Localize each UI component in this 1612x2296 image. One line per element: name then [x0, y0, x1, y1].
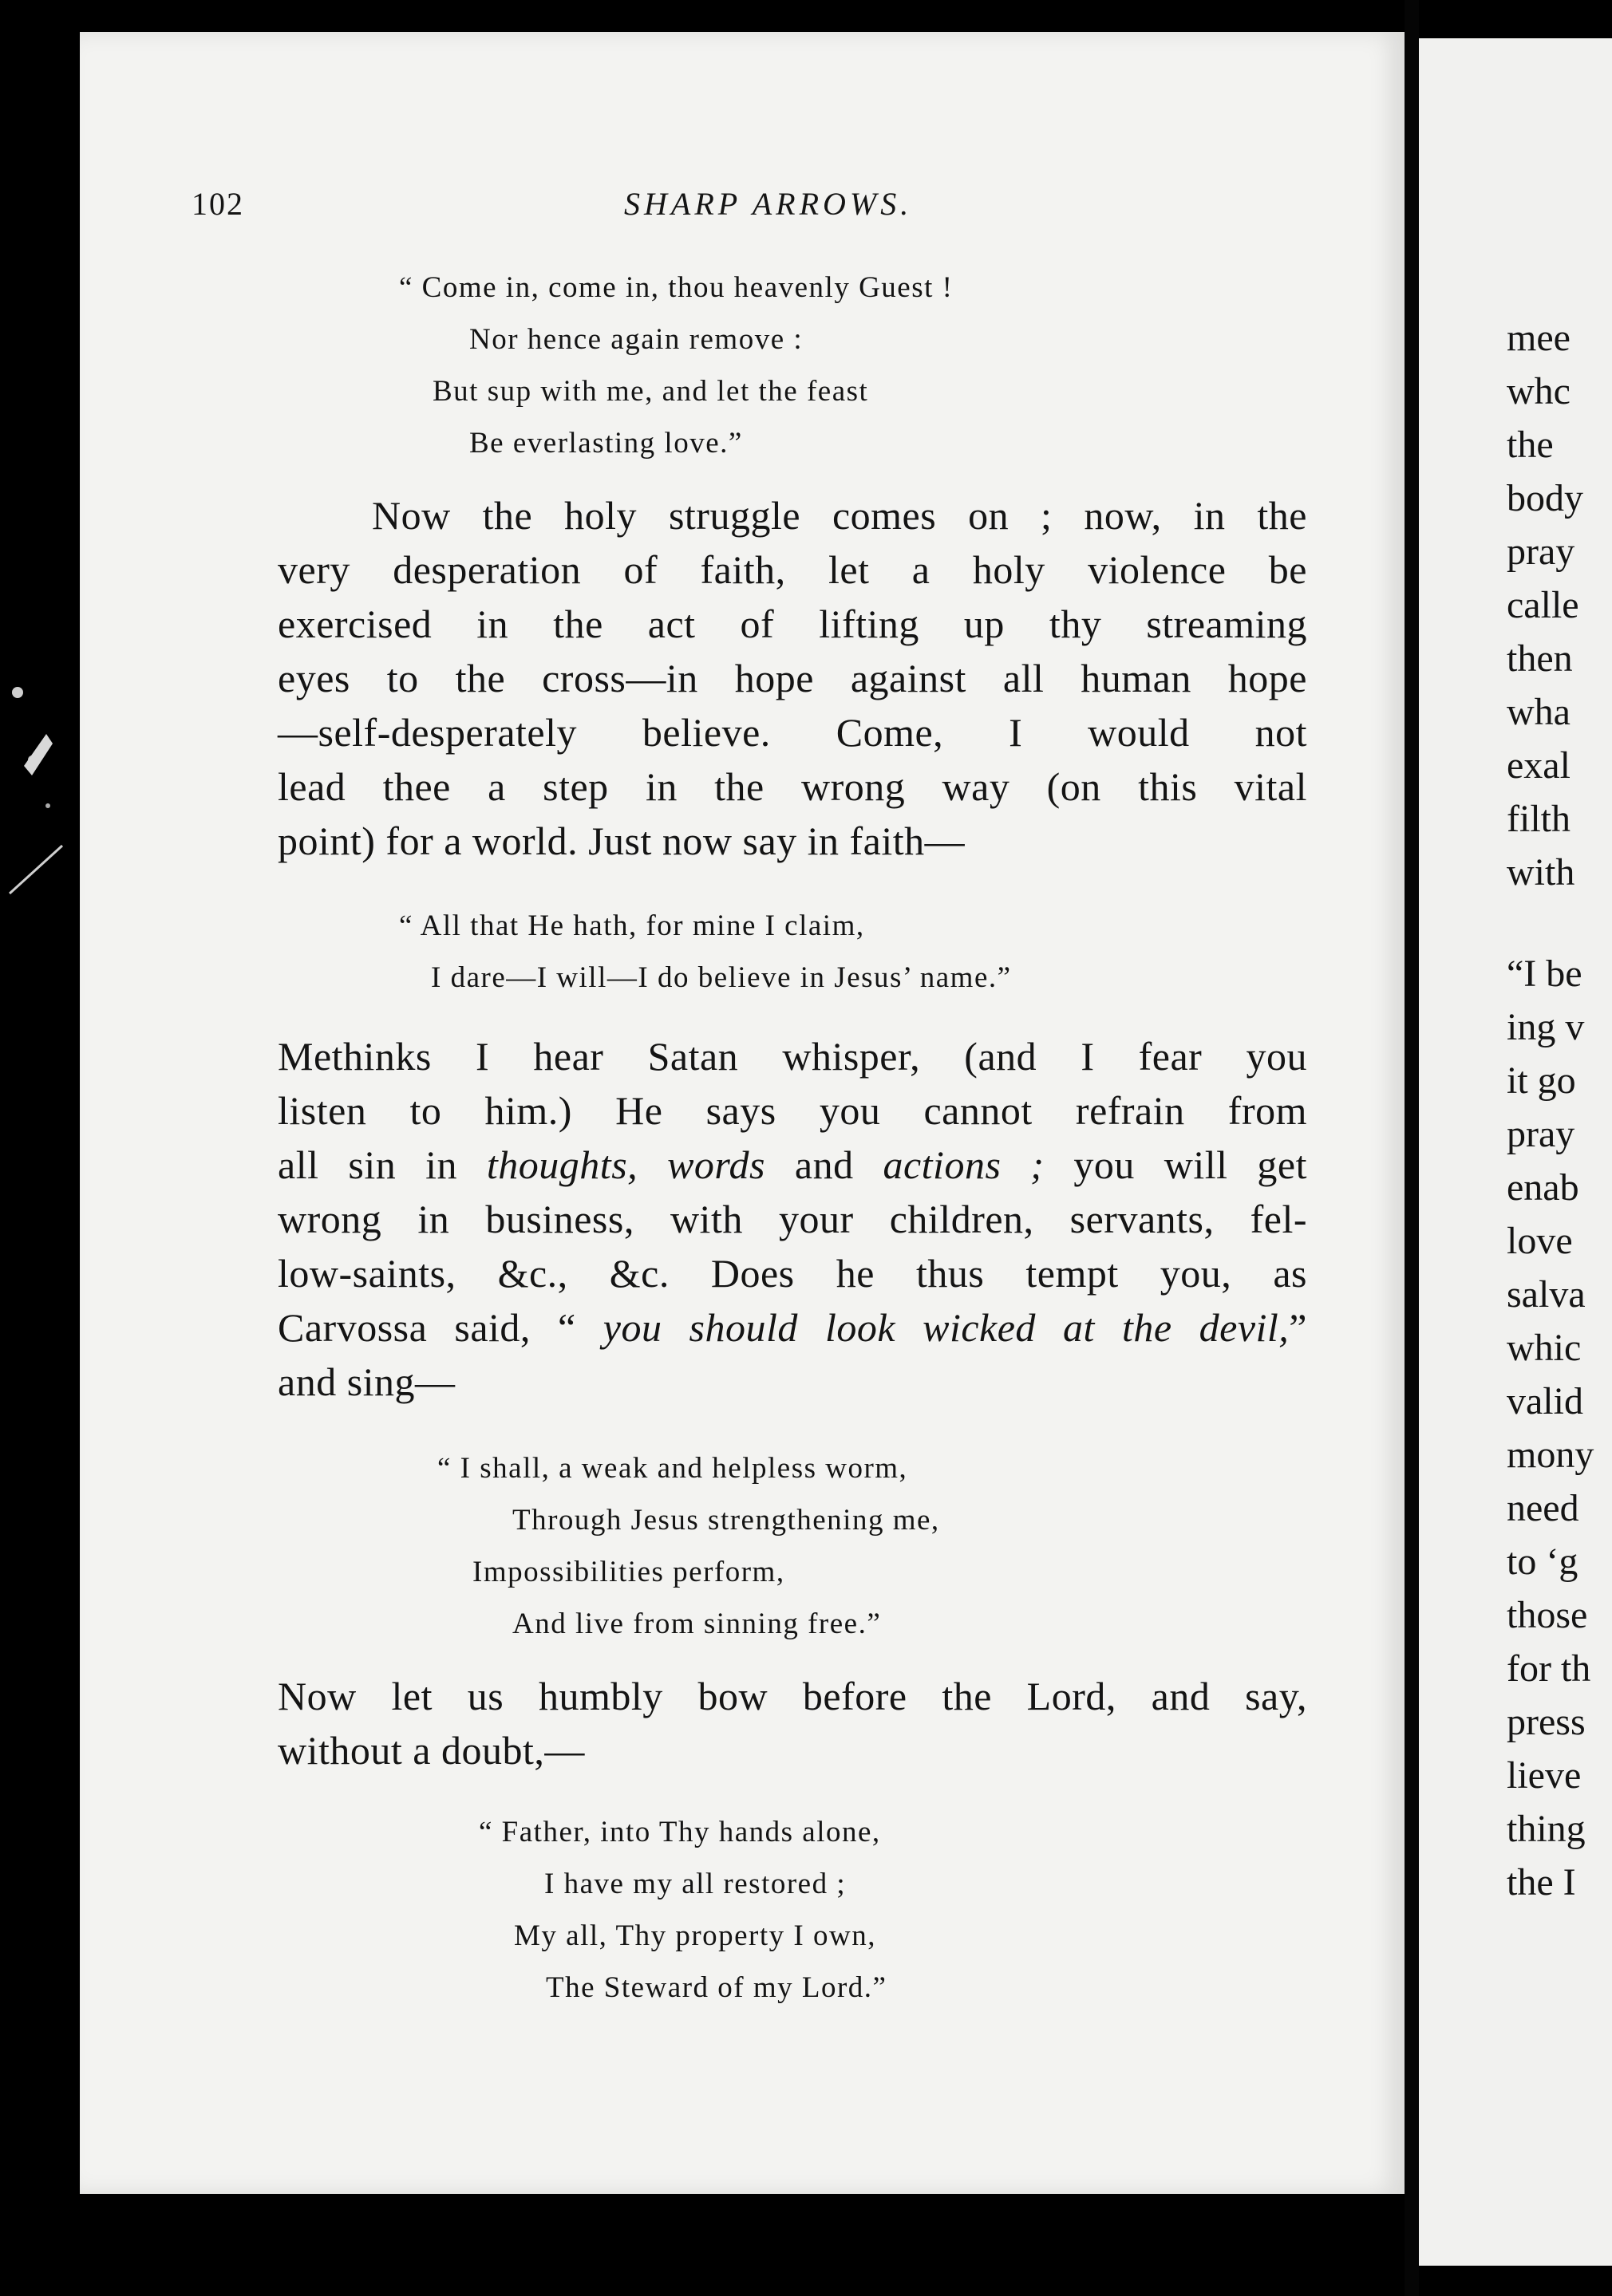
text-line: Methinks I hear Satan whisper, (and I fear you	[278, 1034, 1307, 1079]
text-fragment: to ‘g	[1507, 1541, 1578, 1583]
verse-line: Be everlasting love.”	[469, 427, 743, 460]
text-fragment: pray	[1507, 531, 1575, 573]
italic-run: actions ;	[883, 1142, 1045, 1187]
italic-run: thoughts,	[486, 1142, 638, 1187]
text-line	[278, 1300, 1307, 1355]
verse-line: My all, Thy property I own,	[514, 1919, 876, 1952]
running-title: SHARP ARROWS.	[624, 186, 913, 222]
text-fragment: pray	[1507, 1113, 1575, 1155]
text-fragment: whc	[1507, 370, 1571, 412]
text-fragment: exal	[1507, 744, 1571, 787]
text-line: listen to him.) He says you cannot refrain from	[278, 1088, 1307, 1133]
page-number: 102	[192, 186, 244, 222]
verse-line: I have my all restored ;	[544, 1868, 847, 1900]
text-run: and	[765, 1142, 883, 1187]
text-fragment: those	[1507, 1594, 1588, 1636]
text-run: Carvossa said, “	[278, 1305, 603, 1350]
verse-1	[399, 262, 953, 469]
text-line: without a doubt,—	[278, 1728, 585, 1773]
text-line: very desperation of faith, let a holy violence be	[278, 547, 1307, 592]
text-line: eyes to the cross—in hope against all human hope	[278, 656, 1307, 700]
text-run: ”	[1289, 1305, 1307, 1350]
italic-run: you should look wicked at the devil,	[603, 1305, 1290, 1350]
verse-line: Nor hence again remove :	[469, 323, 804, 356]
italic-run: words	[667, 1142, 765, 1187]
paragraph-1	[278, 488, 1307, 868]
text-line	[278, 1138, 1307, 1192]
text-fragment: salva	[1507, 1273, 1586, 1316]
verse-line: And live from sinning free.”	[512, 1608, 882, 1640]
verse-2	[399, 900, 1012, 1004]
paragraph-3	[278, 1669, 1307, 1777]
text-fragment: mony	[1507, 1434, 1594, 1476]
text-fragment: it go	[1507, 1059, 1576, 1102]
text-fragment: with	[1507, 851, 1575, 894]
text-line: wrong in business, with your children, servants, fel-	[278, 1197, 1307, 1241]
verse-4	[479, 1806, 887, 2014]
verse-line: I dare—I will—I do believe in Jesus’ name.”	[431, 961, 1012, 994]
text-fragment: for th	[1507, 1647, 1591, 1690]
text-fragment: filth	[1507, 798, 1571, 840]
paragraph-gap	[1507, 899, 1594, 947]
text-fragment: then	[1507, 637, 1573, 680]
text-fragment: press	[1507, 1701, 1586, 1743]
text-fragment: valid	[1507, 1380, 1583, 1422]
text-fragment: the I	[1507, 1861, 1576, 1903]
verse-line: “ I shall, a weak and helpless worm,	[437, 1452, 908, 1485]
text-fragment: body	[1507, 477, 1583, 519]
text-fragment: wha	[1507, 691, 1571, 733]
right-page-text	[1507, 311, 1594, 1909]
page-header	[192, 185, 1309, 233]
text-run: you will get	[1044, 1142, 1308, 1187]
verse-line: The Steward of my Lord.”	[546, 1971, 887, 2004]
verse-line: Impossibilities perform,	[472, 1556, 785, 1588]
text-fragment: lieve	[1507, 1754, 1582, 1797]
text-fragment: the	[1507, 424, 1554, 466]
scan-specks	[0, 0, 80, 2296]
text-line: —self-desperately believe. Come, I would not	[278, 710, 1307, 755]
text-fragment: calle	[1507, 584, 1579, 626]
text-fragment: love	[1507, 1220, 1573, 1262]
text-line: low-saints, &c., &c. Does he thus tempt you, as	[278, 1251, 1307, 1296]
text-line: Now the holy struggle comes on ; now, in the	[372, 493, 1307, 538]
text-run	[638, 1142, 667, 1187]
text-run: all sin in	[278, 1142, 487, 1187]
text-fragment: “I be	[1507, 953, 1582, 995]
text-line: lead thee a step in the wrong way (on this vital	[278, 764, 1307, 809]
text-line: Now let us humbly bow before the Lord, and say,	[278, 1674, 1307, 1718]
verse-line: Through Jesus strengthening me,	[512, 1504, 940, 1537]
right-page	[1419, 38, 1612, 2266]
verse-line: “ Come in, come in, thou heavenly Guest !	[399, 271, 954, 304]
text-fragment: whic	[1507, 1327, 1582, 1369]
text-line: point) for a world. Just now say in faith—	[278, 819, 966, 863]
paragraph-2	[278, 1029, 1307, 1409]
verse-line: “ All that He hath, for mine I claim,	[399, 909, 865, 942]
verse-line: But sup with me, and let the feast	[433, 375, 869, 408]
verse-3	[437, 1442, 940, 1650]
text-line: exercised in the act of lifting up thy streaming	[278, 602, 1307, 646]
text-fragment: need	[1507, 1487, 1579, 1529]
text-line: and sing—	[278, 1359, 456, 1404]
text-fragment: mee	[1507, 317, 1571, 359]
text-fragment: thing	[1507, 1808, 1586, 1850]
verse-line: “ Father, into Thy hands alone,	[479, 1816, 881, 1848]
book-gutter	[1405, 0, 1419, 2296]
text-fragment: enab	[1507, 1166, 1579, 1209]
text-fragment: ing v	[1507, 1006, 1585, 1048]
